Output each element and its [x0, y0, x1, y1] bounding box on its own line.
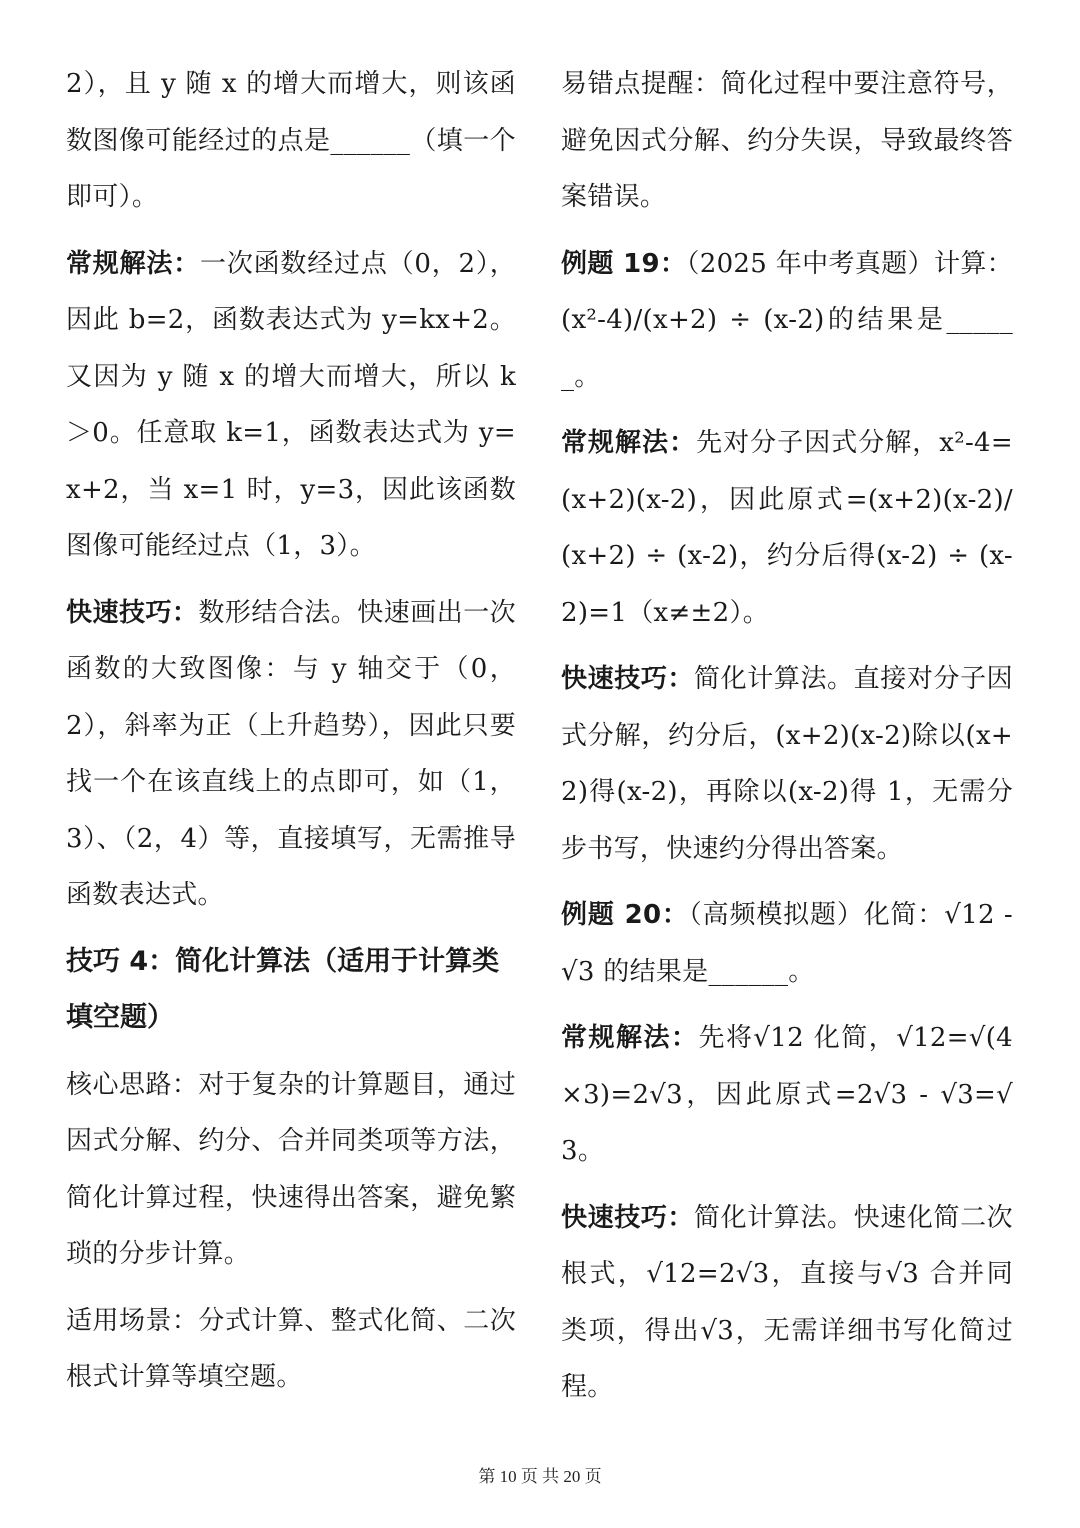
example-20-label: 例题 20： [561, 900, 689, 930]
example-20-paragraph [561, 887, 1022, 1000]
example-20-text: （高频模拟题）化简：√12 - √3 的结果是______。 [561, 900, 1022, 987]
conventional-solution-text: 先对分子因式分解，x²-4=(x+2)(x-2)，因此原式=(x+2)(x-2)/(x+2) ÷ (x-2)，约分后得(x-2) ÷ (x-2)=1（x≠±2）。 [561, 428, 1013, 628]
applicable-scenarios-paragraph: 适用场景：分式计算、整式化简、二次根式计算等填空题。 [66, 1305, 516, 1392]
conventional-solution-text: 先将√12 化简，√12=√(4×3)=2√3，因此原式=2√3 - √3=√3。 [561, 1023, 1013, 1166]
question-continuation: 2），且 y 随 x 的增大而增大，则该函数图像可能经过的点是______（填一个即可）。 [66, 69, 516, 212]
section-heading-tip-4: 技巧 4：简化计算法（适用于计算类填空题） [66, 945, 500, 1033]
example-19-text: （2025 年中考真题）计算：(x²-4)/(x+2) ÷ (x-2)的结果是______。 [561, 248, 1013, 392]
example-19-paragraph [561, 236, 1013, 406]
quick-tip-text: 简化计算法。快速化简二次根式，√12=2√3，直接与√3 合并同类项，得出√3，无需详细书写化简过程。 [561, 1202, 1013, 1402]
example-20-quick-tip [561, 1190, 1013, 1416]
example-19-quick-tip [561, 651, 1013, 877]
quick-tip-text: 简化计算法。直接对分子因式分解，约分后，(x+2)(x-2)除以(x+2)得(x-2)，再除以(x-2)得 1，无需分步书写，快速约分得出答案。 [561, 664, 1013, 864]
right-column [561, 56, 1022, 1426]
conventional-solution-text: 一次函数经过点（0，2），因此 b=2，函数表达式为 y=kx+2。又因为 y 随 x 的增大而增大，所以 k＞0。任意取 k=1，函数表达式为 y=x+2，当 x=1 时，y=3，因此该函数图像可能经过点（1，3）。 [66, 248, 516, 561]
error-reminder-paragraph: 易错点提醒：简化过程中要注意符号，避免因式分解、约分失误，导致最终答案错误。 [561, 69, 1013, 212]
core-idea-paragraph: 核心思路：对于复杂的计算题目，通过因式分解、约分、合并同类项等方法，简化计算过程，快速得出答案，避免繁琐的分步计算。 [66, 1069, 516, 1269]
example-19-conventional-solution [561, 415, 1013, 641]
example-19-label: 例题 19： [561, 248, 687, 279]
example-20-conventional-solution [561, 1010, 1013, 1180]
conventional-solution-label: 常规解法： [561, 1023, 699, 1053]
conventional-solution-label: 常规解法： [66, 248, 201, 279]
left-column [66, 56, 516, 1416]
quick-tip-label: 快速技巧： [561, 1202, 695, 1233]
quick-tip-text: 数形结合法。快速画出一次函数的大致图像：与 y 轴交于（0，2），斜率为正（上升趋势），因此只要找一个在该直线上的点即可，如（1，3）、（2，4）等，直接填写，无需推导函数表达式。 [66, 597, 516, 910]
conventional-solution-paragraph [66, 236, 516, 575]
quick-tip-label: 快速技巧： [66, 597, 199, 628]
page-number-footer: 第 10 页 共 20 页 [478, 1467, 602, 1486]
quick-tip-label: 快速技巧： [561, 664, 695, 694]
quick-tip-paragraph [66, 585, 516, 924]
conventional-solution-label: 常规解法： [561, 428, 697, 458]
